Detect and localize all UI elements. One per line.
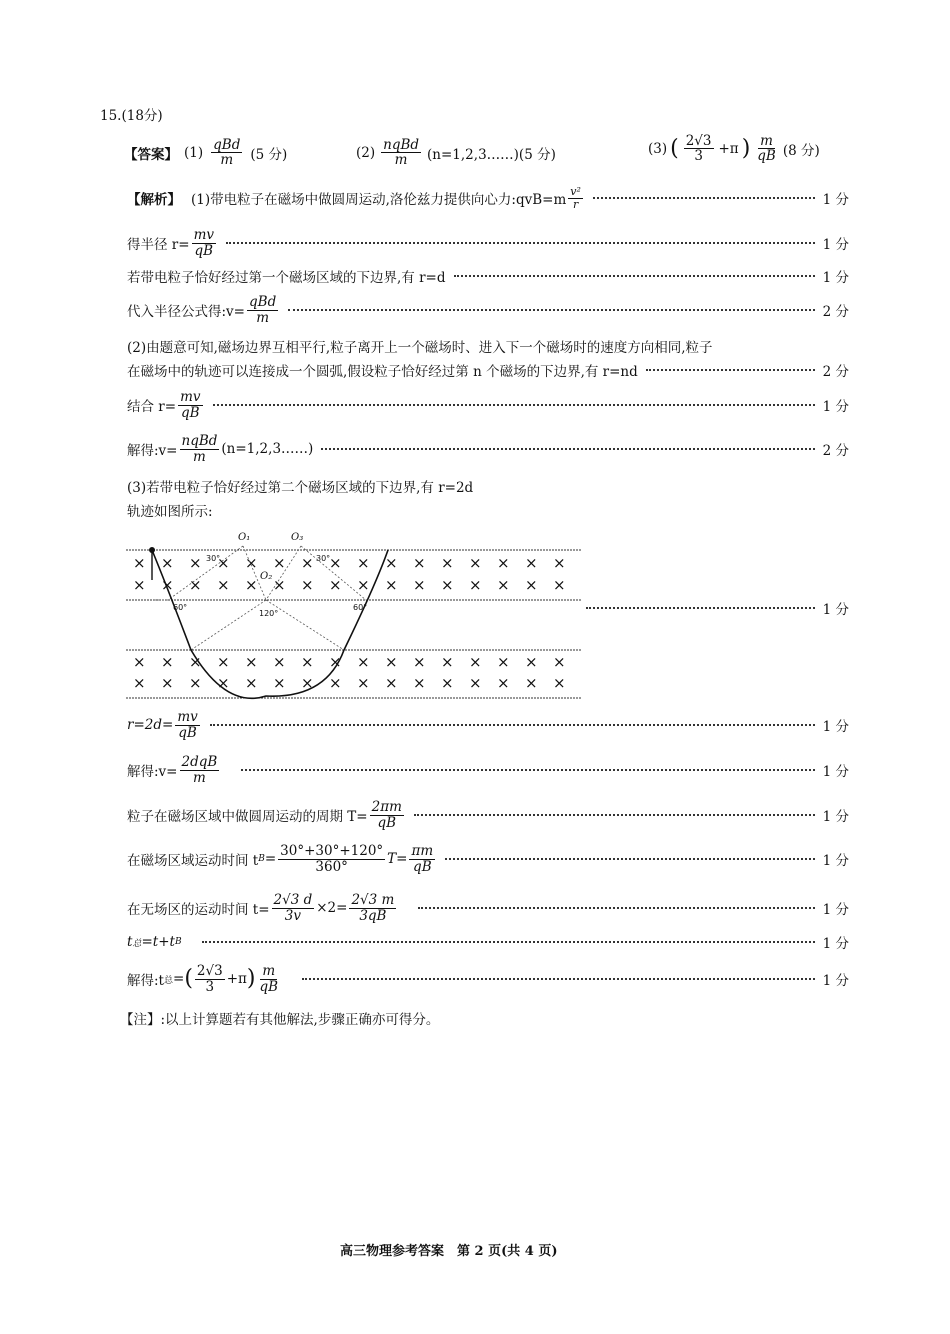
answer-tag: 【答案】 xyxy=(124,146,178,163)
field-cross-mark: × xyxy=(385,674,398,692)
field-cross-mark: × xyxy=(553,554,566,572)
field-cross-mark: × xyxy=(161,653,174,671)
field-cross-mark: × xyxy=(245,554,258,572)
field-cross-mark: × xyxy=(469,674,482,692)
label-angle-30-right: 30° xyxy=(316,554,331,563)
analysis-line-15: 在无场区的运动时间 t= $\frac{2√3 d}{3v}$ ×2= $\frac{2√3 m}{3qB}$ 1 分 xyxy=(127,892,849,924)
field-cross-mark: × xyxy=(525,576,538,594)
label-o1: O₁ xyxy=(238,532,251,543)
particle-start-point xyxy=(149,547,155,553)
note: 【注】:以上计算题若有其他解法,步骤正确亦可得分。 xyxy=(120,1012,440,1028)
field-cross-mark: × xyxy=(525,674,538,692)
field-cross-mark: × xyxy=(525,554,538,572)
field-cross-mark: × xyxy=(413,554,426,572)
field-cross-mark: × xyxy=(301,674,314,692)
analysis-line-1: 【解析】 (1)带电粒子在磁场中做圆周运动,洛伦兹力提供向心力:qvB=m $\frac{\text{v²}}{r}$ 1 分 xyxy=(127,184,849,211)
field-cross-mark: × xyxy=(553,576,566,594)
field-cross-mark: × xyxy=(273,674,286,692)
analysis-line-7: 结合 r= $\frac{mv}{qB}$ 1 分 xyxy=(127,389,849,421)
label-o2: O₂ xyxy=(260,571,273,582)
label-angle-60-right: 60° xyxy=(353,603,368,612)
field-cross-mark: × xyxy=(245,674,258,692)
field-cross-mark: × xyxy=(385,576,398,594)
field-cross-mark: × xyxy=(441,653,454,671)
analysis-line-11: r=2d= $\frac{mv}{qB}$ 1 分 xyxy=(127,709,849,741)
field-cross-mark: × xyxy=(133,576,146,594)
field-cross-mark: × xyxy=(189,653,202,671)
field-cross-mark: × xyxy=(189,554,202,572)
field-cross-mark: × xyxy=(497,674,510,692)
analysis-line-9: (3)若带电粒子恰好经过第二个磁场区域的下边界,有 r=2d xyxy=(127,480,474,496)
field-cross-mark: × xyxy=(133,674,146,692)
analysis-line-4: 代入半径公式得:v= $\frac{\text{qBd}}{m}$ 2 分 xyxy=(127,294,849,326)
analysis-line-12: 解得:v= $\frac{\text{2dqB}}{m}$ 1 分 xyxy=(127,754,849,786)
field-cross-mark: × xyxy=(301,576,314,594)
field-cross-mark: × xyxy=(217,674,230,692)
label-angle-30-left: 30° xyxy=(206,554,221,563)
analysis-line-6: 在磁场中的轨迹可以连接成一个圆弧,假设粒子恰好经过第 n 个磁场的下边界,有 r=nd 2 分 xyxy=(127,364,849,380)
analysis-line-3: 若带电粒子恰好经过第一个磁场区域的下边界,有 r=d 1 分 xyxy=(127,270,849,286)
field-cross-mark: × xyxy=(413,674,426,692)
answer-part2: (2) $\frac{\text{nqBd}}{m}$ (n=1,2,3……)(5 分) xyxy=(356,137,556,169)
field-cross-mark: × xyxy=(189,576,202,594)
field-cross-mark: × xyxy=(133,653,146,671)
answer-part1-prefix: (1) xyxy=(184,144,204,161)
analysis-line-16: t 总 =t+t B 1 分 xyxy=(127,934,849,952)
analysis-line-5: (2)由题意可知,磁场边界互相平行,粒子离开上一个磁场时、进入下一个磁场时的速度方向相同,粒子 xyxy=(127,340,713,356)
field-cross-mark: × xyxy=(553,653,566,671)
label-angle-120: 120° xyxy=(259,609,279,618)
field-cross-mark: × xyxy=(441,554,454,572)
field-cross-mark: × xyxy=(413,653,426,671)
field-cross-mark: × xyxy=(133,554,146,572)
analysis-line-17: 解得:t 总 = ( $\frac{2√3}{3}$ +π ) $\frac{m}{qB}$ 1 分 xyxy=(127,963,849,995)
field-cross-mark: × xyxy=(273,576,286,594)
field-cross-mark: × xyxy=(189,674,202,692)
field-cross-mark: × xyxy=(329,674,342,692)
answer-line xyxy=(124,138,287,167)
field-cross-mark: × xyxy=(385,653,398,671)
field-cross-mark: × xyxy=(469,653,482,671)
field-cross-mark: × xyxy=(385,554,398,572)
field-cross-mark: × xyxy=(301,554,314,572)
field-cross-mark: × xyxy=(357,674,370,692)
field-cross-mark: × xyxy=(329,554,342,572)
field-cross-mark: × xyxy=(497,576,510,594)
label-angle-60-left: 60° xyxy=(173,603,188,612)
field-cross-mark: × xyxy=(441,576,454,594)
answer-part3: (3) ( $\frac{2√3}{3}$ +π ) $\frac{m}{qB}$ (8 分) xyxy=(648,133,820,165)
field-cross-mark: × xyxy=(497,653,510,671)
field-cross-mark: × xyxy=(329,576,342,594)
answer-part1-score: (5 分) xyxy=(250,146,288,163)
field-cross-mark: × xyxy=(161,674,174,692)
field-cross-mark: × xyxy=(273,653,286,671)
answer-part2-fraction: $\frac{\text{nqBd}}{m}$ xyxy=(383,137,420,169)
field-cross-mark: × xyxy=(413,576,426,594)
analysis-line-14: 在磁场区域运动时间 t B = $\frac{30^\circ+30^\circ+120^\circ}{360^\circ}$ T= $\frac{\pi m}{qB}$ 1 分 xyxy=(127,843,849,875)
trajectory-figure xyxy=(126,524,586,704)
field-cross-mark: × xyxy=(497,554,510,572)
field-cross-mark: × xyxy=(469,576,482,594)
field-cross-mark: × xyxy=(273,554,286,572)
field-cross-mark: × xyxy=(357,653,370,671)
field-cross-mark: × xyxy=(553,674,566,692)
field-cross-mark: × xyxy=(161,554,174,572)
field-cross-mark: × xyxy=(245,576,258,594)
field-cross-mark: × xyxy=(301,653,314,671)
field-cross-mark: × xyxy=(357,576,370,594)
field-cross-mark: × xyxy=(441,674,454,692)
field-cross-mark: × xyxy=(245,653,258,671)
figure-score-line: 1 分 xyxy=(586,598,849,618)
field-cross-mark: × xyxy=(469,554,482,572)
field-cross-mark: × xyxy=(161,576,174,594)
analysis-line-8: 解得:v= $\frac{\text{nqBd}}{m}$ (n=1,2,3……) 2 分 xyxy=(127,433,849,465)
magnetic-field-crosses xyxy=(133,554,566,692)
analysis-line-13: 粒子在磁场区域中做圆周运动的周期 T= $\frac{2\pi m}{qB}$ 1 分 xyxy=(127,799,849,831)
field-cross-mark: × xyxy=(329,653,342,671)
question-number: 15.(18分) xyxy=(100,108,163,124)
field-cross-mark: × xyxy=(217,554,230,572)
analysis-line-10: 轨迹如图所示: xyxy=(127,504,213,520)
field-cross-mark: × xyxy=(525,653,538,671)
label-o3: O₃ xyxy=(291,532,304,543)
field-cross-mark: × xyxy=(217,576,230,594)
field-cross-mark: × xyxy=(357,554,370,572)
answer-part1-fraction: $\frac{\text{qBd}}{m}$ xyxy=(213,137,241,169)
analysis-line-2: 得半径 r= $\frac{mv}{qB}$ 1 分 xyxy=(127,227,849,259)
field-cross-mark: × xyxy=(217,653,230,671)
page-footer: 高三物理参考答案 第 2 页(共 4 页) xyxy=(340,1244,558,1259)
